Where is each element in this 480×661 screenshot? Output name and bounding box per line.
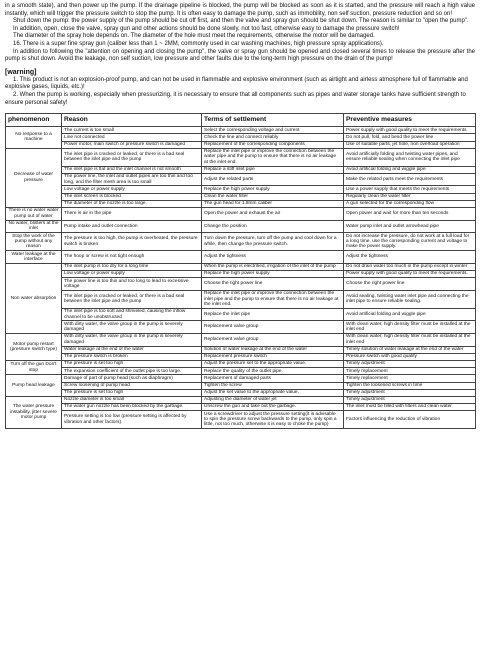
preventive-cell: Use a power supply that meets the requirements xyxy=(344,186,476,193)
reason-cell: Screw loosening of pump head xyxy=(62,382,202,389)
intro-paragraph: in a smooth state), and then power up the pump. If the drainage pipeline is blocked, the pump will be blocked as soon as it is started, and the pressure will reach a high value instantly, which will trigger the pressure switch to stop the pump. It is often easy to damage the pump, such as immobility, non self suction, pressure reduction and so on! xyxy=(5,3,475,17)
settlement-cell: Clean the water filter xyxy=(202,193,344,200)
preventive-cell: Do not increase the pressure, do not work at a full load for a long time, use the corresponding current and voltage to make the power supply. xyxy=(344,233,476,251)
settlement-cell: The gun head for 1.8mm caliber xyxy=(202,200,344,207)
preventive-cell: Timely adjustment xyxy=(344,360,476,367)
table-row xyxy=(6,308,476,321)
phenomenon-cell: Decrease of water pressure xyxy=(6,148,62,207)
settlement-cell: Adjusting the diameter of water jet xyxy=(202,396,344,403)
table-row xyxy=(6,148,476,166)
settlement-cell: Replace the inlet pipe or improve the connection between the water pipe and the pump to ensure that there is no air leakage at the inlet end. xyxy=(202,148,344,166)
settlement-cell: When the pump is electrified, irrigation of the inlet of the pump xyxy=(202,263,344,270)
reason-cell: The inlet pipe is flat and the inlet channel is not smooth xyxy=(62,166,202,173)
preventive-cell: Choose the right power line xyxy=(344,278,476,291)
table-row xyxy=(6,141,476,148)
phenomenon-cell: Turn off the gun Don't stop xyxy=(6,360,62,374)
preventive-cell: Tighten the loosened screws in time xyxy=(344,382,476,389)
reason-cell: Low voltage or power supply xyxy=(62,271,202,278)
table-row xyxy=(6,134,476,141)
phenomenon-cell: No response to a machine xyxy=(6,127,62,149)
preventive-cell: Timely solution of water leakage at the end of the water xyxy=(344,346,476,353)
reason-cell: Power motor, main switch or pressure switch is damaged xyxy=(62,141,202,148)
settlement-cell: Replace a stiff inlet pipe xyxy=(202,166,344,173)
table-row xyxy=(6,353,476,360)
reason-cell: Nozzle diameter is too small xyxy=(62,396,202,403)
reason-cell: The pressure is set too high xyxy=(62,389,202,396)
settlement-cell: Adjust the tightness xyxy=(202,251,344,264)
reason-cell: Pump intake and outlet connection xyxy=(62,220,202,233)
phenomenon-cell: Motor pump restart (pressure switch type) xyxy=(6,333,62,360)
settlement-cell: Change the position xyxy=(202,220,344,233)
reason-cell: The hoop or screw is not tight enough xyxy=(62,251,202,264)
reason-cell: With dirty water, the valve group in the pump is severely damaged xyxy=(62,333,202,346)
reason-cell: The inlet pipe is too soft and shriveled, causing the inflow channel to be unobstructed xyxy=(62,308,202,321)
phenomenon-cell: The water pressure instability, jitter severe motor pump xyxy=(6,396,62,428)
table-row xyxy=(6,251,476,264)
settlement-cell: Adjust the related parts xyxy=(202,173,344,186)
preventive-cell: Open power and wait for more than ten seconds xyxy=(344,208,476,221)
settlement-cell: Unscrew the gun and take out the garbage. xyxy=(202,404,344,411)
reason-cell: The diameter of the nozzle is too large. xyxy=(62,200,202,207)
preventive-cell: Do not pull, fold, and bend the power line xyxy=(344,134,476,141)
header-settlement: Terms of settlement xyxy=(202,114,344,127)
table-row xyxy=(6,193,476,200)
preventive-cell: A gun selected for the corresponding flow xyxy=(344,200,476,207)
settlement-cell: Replace the inlet pipe xyxy=(202,308,344,321)
phenomenon-cell: Non water absorption xyxy=(6,263,62,333)
settlement-cell: Replace the high power supply xyxy=(202,271,344,278)
reason-cell: The current is too small xyxy=(62,127,202,134)
preventive-cell: Pressure switch with good quality xyxy=(344,353,476,360)
settlement-cell: Check the line and connect reliably xyxy=(202,134,344,141)
table-row xyxy=(6,290,476,308)
preventive-cell: Make the related parts meet the requirements xyxy=(344,173,476,186)
settlement-cell: Replacement pressure switch xyxy=(202,353,344,360)
settlement-cell: Replacement valve group xyxy=(202,321,344,334)
warning-item: 2. When the pump is working, especially when pressurizing, it is necessary to ensure that all components such as pipes and water storage tanks have sufficient strength to ensure personal safety! xyxy=(5,91,466,106)
settlement-cell: Open the power and exhaust the air xyxy=(202,208,344,221)
settlement-cell: Choose the right power line xyxy=(202,278,344,291)
warning-items xyxy=(5,77,475,107)
table-row xyxy=(6,173,476,186)
reason-cell: Pressure setting is too low (pressure setting is affected by vibration and other factors). xyxy=(62,411,202,429)
table-row xyxy=(6,411,476,429)
preventive-cell: Do not drain water too much in the pump except in winter xyxy=(344,263,476,270)
settlement-cell: Tighten the screw xyxy=(202,382,344,389)
warning-item: 1. This product is not an explosion-proof pump, and can not be used in flammable and explosive environment (such as airtight and airless atmosphere full of flammable and explosive gases, liquids, etc.)! xyxy=(5,76,468,91)
table-row xyxy=(6,220,476,233)
preventive-cell: Timely replacement xyxy=(344,368,476,375)
reason-cell: Line not connected xyxy=(62,134,202,141)
troubleshooting-table xyxy=(5,113,476,429)
reason-cell: The power line is too thin and too long to lead to excessive voltage xyxy=(62,278,202,291)
phenomenon-cell: Stop the work of the pump without any reason xyxy=(6,233,62,251)
intro-paragraph: 16. There is a super fine spray gun (caliber less than 1 ~ 2MM, commonly used in car washing machines, high pressure spray applications). xyxy=(13,40,384,47)
table-row xyxy=(6,263,476,270)
reason-cell: The power line, the inlet and outlet pipes are too thin and too long, and the filter mesh area is too small xyxy=(62,173,202,186)
phenomenon-cell: Pump head leakage xyxy=(6,375,62,397)
reason-cell: The water gun nozzle has been blocked by the garbage. xyxy=(62,404,202,411)
preventive-cell: Adjust the tightness xyxy=(344,251,476,264)
intro-paragraph: In addition to following the "attention on opening and closing the pump", the valve or spray gun should be opened and closed several times to release the pressure after the pump is shut down. Avoid the leakage, non self suction, low pressure and other faults due to the long-term high pressure on the drain of the pump! xyxy=(5,48,475,63)
settlement-cell: Adjust the set value to the appropriate value. xyxy=(202,389,344,396)
preventive-cell: Avoid sealing, twisting water inlet pipe and connecting the inlet pipe to ensure reliable sealing. xyxy=(344,290,476,308)
settlement-cell: Solution of water leakage at the end of the water xyxy=(202,346,344,353)
table-row xyxy=(6,396,476,403)
reason-cell: The pressure switch is broken xyxy=(62,353,202,360)
preventive-cell: Use of suitable parts, jet hole, non overload operation xyxy=(344,141,476,148)
reason-cell: The inlet screen is blocked xyxy=(62,193,202,200)
preventive-cell: Timely replacement xyxy=(344,375,476,382)
table-row xyxy=(6,186,476,193)
settlement-cell: Replace the inlet pipe or improve the connection between the inlet pipe and the pump to ensure that there is no air leakage at the inlet end. xyxy=(202,290,344,308)
table-header-row xyxy=(6,114,476,127)
reason-cell: Water leakage at the end of the water xyxy=(62,346,202,353)
phenomenon-cell: There is no water water pump out of water xyxy=(6,208,62,221)
settlement-cell: Select the corresponding voltage and current xyxy=(202,127,344,134)
header-reason: Reason xyxy=(62,114,202,127)
reason-cell: Low voltage or power supply xyxy=(62,186,202,193)
table-body xyxy=(6,127,476,429)
intro-text xyxy=(5,3,475,64)
table-row xyxy=(6,404,476,411)
preventive-cell: Power supply with good quality to meet the requirements. xyxy=(344,271,476,278)
table-row xyxy=(6,389,476,396)
preventive-cell: With clean water, high density filter must be installed at the inlet end xyxy=(344,333,476,346)
reason-cell: There is air in the pipe xyxy=(62,208,202,221)
preventive-cell: Avoid artificial folding and wiggle pipe xyxy=(344,166,476,173)
table-row xyxy=(6,208,476,221)
settlement-cell: Adjust the pressure set to the appropriate value. xyxy=(202,360,344,367)
settlement-cell: Replace the quality of the outlet pipe. xyxy=(202,368,344,375)
settlement-cell: Replace the high power supply xyxy=(202,186,344,193)
preventive-cell: Avoid artificial folding and wiggle pipe xyxy=(344,308,476,321)
table-row xyxy=(6,271,476,278)
reason-cell: The inlet pump is too dry for a long time xyxy=(62,263,202,270)
settlement-cell: Replacement valve group xyxy=(202,333,344,346)
reason-cell: The inlet pipe is cracked or leaked, or there is a bad seal between the inlet pipe and the pump xyxy=(62,148,202,166)
preventive-cell: The inlet must be filled with filters and clean water xyxy=(344,404,476,411)
preventive-cell: Regularly clean the water filter xyxy=(344,193,476,200)
table-row xyxy=(6,333,476,346)
preventive-cell: Power supply with good quality to meet the requirements xyxy=(344,127,476,134)
settlement-cell: Replacement of damaged parts xyxy=(202,375,344,382)
table-row xyxy=(6,233,476,251)
table-row xyxy=(6,278,476,291)
warning-section xyxy=(5,69,475,107)
reason-cell: The pressure is set too high xyxy=(62,360,202,367)
table-row xyxy=(6,127,476,134)
preventive-cell: Factors influencing the reduction of vibration xyxy=(344,411,476,429)
table-row xyxy=(6,346,476,353)
warning-title: [warning] xyxy=(5,68,37,76)
table-row xyxy=(6,375,476,382)
settlement-cell: Turn down the pressure, turn off the pump and cool down for a while, then change the pressure switch. xyxy=(202,233,344,251)
preventive-cell: With clean water, high density filter must be installed at the inlet end xyxy=(344,321,476,334)
preventive-cell: Water pump inlet and outlet arrowhead pipe xyxy=(344,220,476,233)
intro-paragraph: The diameter of the spray hole depends on. The diameter of the hole must meet the requirements, otherwise the motor will be damaged. xyxy=(13,33,375,40)
intro-paragraph: In addition, open, close the valve, spray gun and other actions should be done slowly, not too fast, otherwise easy to damage the pressure switch! xyxy=(13,25,400,32)
table-row xyxy=(6,360,476,367)
table-row xyxy=(6,321,476,334)
table-row xyxy=(6,368,476,375)
intro-paragraph: Shut down the pump: the power supply of the pump should be cut off first, and then the valve and spray gun should be shut down. The reason is similar to "open the pump". xyxy=(13,18,469,25)
reason-cell: The pressure is too high, the pump is overheated, the pressure switch is broken xyxy=(62,233,202,251)
reason-cell: The inlet pipe is cracked or leaked, or there is a bad seal between the inlet pipe and the pump xyxy=(62,290,202,308)
phenomenon-cell: No water, blisters at the inlet xyxy=(6,220,62,233)
preventive-cell: Avoid artificially folding and twisting water pipes, and ensure reliable sealing when connecting the inlet pipe xyxy=(344,148,476,166)
reason-cell: The expansion coefficient of the outlet pipe is too large. xyxy=(62,368,202,375)
table-row xyxy=(6,200,476,207)
header-preventive: Preventive measures xyxy=(344,114,476,127)
phenomenon-cell: Water leakage at the interface xyxy=(6,251,62,264)
settlement-cell: Replacement of the corresponding components xyxy=(202,141,344,148)
reason-cell: Damage of part of pump head (such as diaphragm) xyxy=(62,375,202,382)
preventive-cell: Timely adjustment xyxy=(344,389,476,396)
table-row xyxy=(6,166,476,173)
preventive-cell: Timely adjustment xyxy=(344,396,476,403)
settlement-cell: Use a screwdriver to adjust the pressure setting(it is advisable to spin the pressure screw backwards to the pump, only spin a little, not too much, otherwise it is easy to choke the pump) xyxy=(202,411,344,429)
table-row xyxy=(6,382,476,389)
header-phenomenon: phenomenon xyxy=(6,114,62,127)
reason-cell: With dirty water, the valve group in the pump is severely damaged xyxy=(62,321,202,334)
